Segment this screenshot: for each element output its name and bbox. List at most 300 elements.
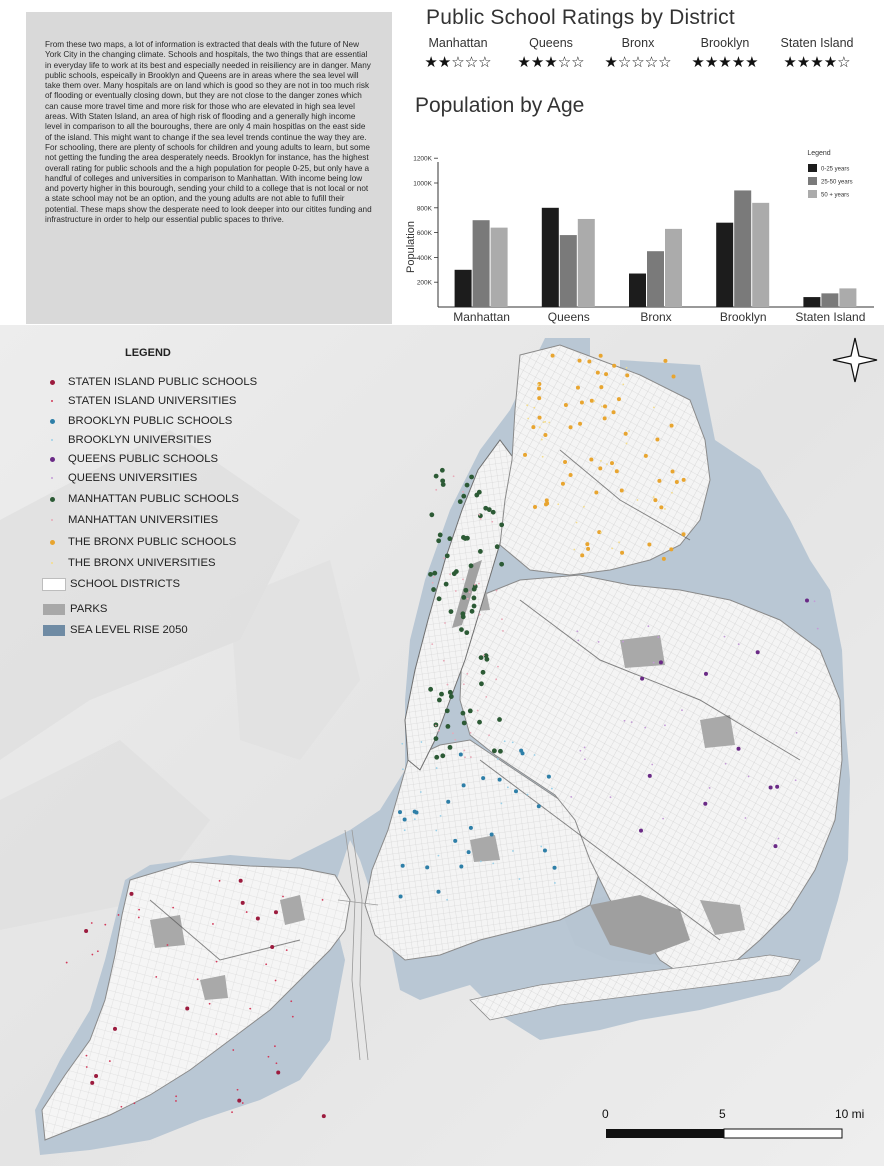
star-filled-icon: ★ — [718, 53, 732, 71]
scale-label-0: 0 — [602, 1107, 609, 1121]
school-marker — [603, 404, 607, 408]
bar — [473, 220, 490, 307]
school-marker — [445, 553, 450, 558]
y-tick-label: 600K — [416, 230, 432, 238]
school-marker — [498, 778, 502, 782]
school-marker — [414, 818, 416, 820]
school-marker — [580, 553, 584, 557]
school-marker — [612, 364, 616, 368]
school-marker — [682, 478, 686, 482]
school-marker — [545, 498, 549, 502]
school-marker — [773, 844, 777, 848]
school-marker — [563, 460, 567, 464]
school-marker — [569, 425, 573, 429]
map-legend-item — [39, 451, 218, 467]
school-marker — [669, 547, 673, 551]
school-marker — [461, 494, 466, 499]
map-legend-item — [41, 622, 188, 638]
school-marker — [527, 794, 529, 796]
school-marker — [460, 611, 465, 616]
school-marker — [90, 1081, 94, 1085]
school-marker — [724, 636, 726, 638]
school-marker — [86, 1055, 88, 1057]
school-marker — [653, 662, 655, 664]
school-marker — [537, 386, 541, 390]
bar — [734, 190, 751, 307]
school-marker — [432, 582, 434, 584]
school-marker — [479, 681, 484, 686]
map-legend-item — [39, 432, 212, 448]
outline-box-icon — [42, 578, 66, 591]
school-marker — [470, 756, 472, 758]
school-marker — [420, 791, 422, 793]
school-marker — [404, 829, 406, 831]
school-marker — [671, 470, 675, 474]
map-legend-label: PARKS — [70, 603, 108, 615]
school-marker — [748, 776, 750, 778]
school-marker — [554, 882, 556, 884]
school-marker — [531, 425, 535, 429]
school-marker — [480, 518, 482, 520]
school-marker — [478, 549, 483, 554]
map-legend-label: MANHATTAN UNIVERSITIES — [68, 514, 219, 526]
school-marker — [66, 962, 68, 964]
star-filled-icon: ★ — [544, 53, 558, 71]
school-marker — [538, 384, 540, 386]
school-marker — [120, 1106, 122, 1108]
school-marker — [479, 655, 484, 660]
school-marker — [586, 547, 590, 551]
school-marker — [501, 618, 503, 620]
school-marker — [420, 741, 422, 743]
school-marker — [436, 538, 441, 543]
school-marker — [268, 1056, 270, 1058]
district-name: Bronx — [621, 36, 655, 50]
school-marker — [756, 650, 760, 654]
star-rating — [767, 53, 867, 71]
school-marker — [231, 1111, 233, 1113]
chart-legend-swatch — [808, 177, 817, 185]
school-marker — [469, 591, 471, 593]
school-marker — [618, 541, 620, 543]
map-legend-item — [39, 491, 239, 507]
school-marker — [725, 763, 727, 765]
school-marker — [499, 562, 504, 567]
ratings-title: Public School Ratings by District — [426, 6, 735, 29]
map-legend-label: STATEN ISLAND UNIVERSITIES — [68, 395, 237, 407]
school-marker — [540, 846, 542, 848]
school-marker — [497, 758, 499, 760]
school-marker — [481, 670, 486, 675]
school-marker — [681, 709, 683, 711]
school-marker — [434, 474, 439, 479]
school-marker — [440, 815, 442, 817]
school-marker — [657, 636, 659, 638]
school-marker — [447, 536, 452, 541]
school-marker — [590, 399, 594, 403]
school-marker — [472, 596, 477, 601]
school-marker — [449, 573, 451, 575]
school-marker — [500, 803, 502, 805]
bar — [665, 229, 682, 307]
star-filled-icon: ★ — [796, 53, 811, 71]
school-marker — [470, 732, 472, 734]
school-marker — [514, 789, 518, 793]
map-legend-item — [39, 413, 232, 429]
school-marker — [672, 374, 676, 378]
school-marker — [653, 498, 657, 502]
school-marker — [606, 463, 608, 465]
school-marker — [459, 752, 463, 756]
school-marker — [219, 880, 221, 882]
school-marker — [452, 732, 454, 734]
school-marker — [499, 522, 504, 527]
school-marker — [610, 461, 614, 465]
bar — [491, 228, 508, 307]
school-marker — [542, 456, 544, 458]
school-marker — [468, 709, 473, 714]
star-filled-icon: ★ — [731, 53, 746, 71]
school-marker — [479, 514, 481, 516]
school-marker — [474, 493, 479, 498]
school-marker — [242, 1102, 244, 1104]
school-marker — [497, 666, 499, 668]
school-marker — [543, 433, 547, 437]
school-marker — [463, 536, 468, 541]
school-marker — [594, 490, 598, 494]
small-dot-icon — [51, 519, 53, 521]
school-marker — [398, 810, 402, 814]
school-marker — [453, 839, 457, 843]
school-marker — [175, 1095, 177, 1097]
school-marker — [584, 758, 586, 760]
school-marker — [437, 698, 442, 703]
school-marker — [436, 890, 440, 894]
chart-legend-title: Legend — [807, 150, 831, 157]
large-dot-icon — [50, 497, 55, 502]
x-tick-label: Brooklyn — [719, 310, 767, 324]
school-marker — [796, 732, 798, 734]
star-filled-icon: ★ — [604, 53, 618, 71]
school-marker — [670, 424, 674, 428]
legend-symbol — [39, 497, 65, 502]
school-marker — [438, 533, 443, 538]
star-filled-icon: ★ — [745, 53, 759, 71]
school-marker — [662, 557, 666, 561]
school-marker — [483, 654, 485, 656]
x-tick-label: Manhattan — [453, 310, 510, 324]
map-legend-item — [39, 393, 236, 409]
population-bar-chart — [398, 142, 878, 327]
scale-label-5: 5 — [719, 1107, 726, 1121]
school-marker — [653, 406, 655, 408]
school-marker — [480, 860, 482, 862]
school-marker — [438, 730, 440, 732]
school-marker — [576, 630, 578, 632]
school-marker — [467, 598, 469, 600]
school-marker — [585, 542, 589, 546]
school-marker — [598, 466, 602, 470]
school-marker — [521, 751, 525, 755]
filled-box-icon — [43, 625, 65, 636]
legend-symbol — [39, 562, 65, 564]
school-marker — [519, 878, 521, 880]
district-name: Brooklyn — [700, 36, 750, 50]
school-marker — [599, 354, 603, 358]
school-marker — [610, 796, 612, 798]
star-filled-icon: ★ — [691, 53, 705, 71]
legend-symbol — [41, 578, 67, 591]
school-marker — [589, 458, 593, 462]
school-marker — [425, 865, 429, 869]
school-marker — [492, 748, 497, 753]
chart-legend-swatch — [808, 190, 817, 198]
school-marker — [599, 385, 603, 389]
bar — [821, 293, 838, 307]
school-marker — [461, 595, 466, 600]
school-marker — [167, 944, 169, 946]
school-marker — [453, 475, 455, 477]
school-marker — [496, 590, 498, 592]
y-tick-label: 200K — [416, 279, 432, 287]
school-marker — [449, 609, 454, 614]
school-marker — [467, 850, 471, 854]
school-marker — [577, 639, 579, 641]
y-tick-label: 1200K — [413, 155, 432, 163]
school-marker — [622, 383, 624, 385]
school-marker — [401, 743, 403, 745]
legend-symbol — [39, 380, 65, 385]
school-marker — [435, 489, 437, 491]
school-marker — [541, 439, 543, 441]
star-filled-icon: ★ — [530, 53, 545, 71]
star-filled-icon: ★ — [704, 53, 719, 71]
school-marker — [551, 354, 555, 358]
bar — [542, 208, 559, 307]
school-marker — [523, 453, 527, 457]
school-marker — [138, 917, 140, 919]
school-marker — [769, 786, 773, 790]
school-marker — [659, 660, 663, 664]
school-marker — [463, 588, 468, 593]
school-marker — [805, 598, 809, 602]
school-marker — [637, 499, 639, 501]
school-marker — [495, 678, 497, 680]
school-marker — [631, 721, 633, 723]
small-dot-icon — [51, 439, 53, 441]
school-marker — [504, 740, 506, 742]
school-marker — [551, 788, 553, 790]
school-marker — [593, 400, 595, 402]
school-marker — [155, 976, 157, 978]
school-marker — [464, 630, 469, 635]
school-marker — [461, 711, 466, 716]
school-marker — [640, 677, 644, 681]
school-marker — [664, 724, 666, 726]
school-marker — [569, 473, 573, 477]
star-rating — [501, 53, 601, 71]
school-marker — [462, 783, 466, 787]
school-marker — [553, 866, 557, 870]
star-empty-icon: ☆ — [631, 53, 645, 71]
school-marker — [444, 582, 449, 587]
map-legend-item — [41, 576, 180, 592]
school-marker — [507, 786, 509, 788]
school-marker — [443, 557, 445, 559]
school-marker — [239, 879, 243, 883]
school-marker — [434, 755, 439, 760]
school-marker — [671, 492, 673, 494]
school-marker — [655, 437, 659, 441]
star-filled-icon: ★ — [437, 53, 452, 71]
school-marker — [282, 896, 284, 898]
school-marker — [428, 572, 433, 577]
legend-symbol — [39, 419, 65, 424]
school-marker — [600, 532, 602, 534]
school-marker — [596, 371, 600, 375]
x-tick-label: Staten Island — [795, 310, 866, 324]
school-marker — [533, 505, 537, 509]
school-marker — [84, 929, 88, 933]
school-marker — [479, 614, 481, 616]
chart-legend-label: 50 + years — [821, 192, 850, 199]
large-dot-icon — [50, 419, 55, 424]
school-marker — [209, 1003, 211, 1005]
small-dot-icon — [51, 562, 53, 564]
school-marker — [449, 694, 454, 699]
school-marker — [534, 754, 536, 756]
school-marker — [472, 604, 477, 609]
school-marker — [651, 764, 653, 766]
school-marker — [647, 543, 651, 547]
school-marker — [512, 741, 514, 743]
star-empty-icon: ☆ — [451, 53, 465, 71]
school-marker — [138, 909, 140, 911]
star-empty-icon: ☆ — [478, 53, 492, 71]
star-filled-icon: ★ — [517, 53, 531, 71]
school-marker — [290, 1000, 292, 1002]
school-marker — [601, 406, 603, 408]
school-marker — [704, 672, 708, 676]
school-marker — [543, 421, 545, 423]
school-marker — [452, 571, 457, 576]
scale-bar — [606, 1129, 842, 1138]
school-marker — [564, 403, 568, 407]
school-marker — [644, 727, 646, 729]
description-panel — [26, 12, 392, 324]
school-marker — [598, 641, 600, 643]
bar — [803, 297, 820, 307]
school-marker — [653, 496, 655, 498]
school-marker — [91, 922, 93, 924]
school-marker — [561, 482, 565, 486]
map-legend-item — [39, 374, 257, 390]
school-marker — [437, 596, 442, 601]
school-marker — [512, 850, 514, 852]
star-rating — [588, 53, 688, 71]
school-marker — [626, 367, 628, 369]
school-marker — [533, 407, 535, 409]
bar — [629, 274, 646, 307]
school-marker — [612, 410, 616, 414]
star-empty-icon: ☆ — [571, 53, 585, 71]
school-marker — [443, 660, 445, 662]
school-marker — [446, 800, 450, 804]
school-marker — [292, 1016, 294, 1018]
school-marker — [481, 776, 485, 780]
chart-legend-label: 0-25 years — [821, 166, 850, 173]
school-marker — [570, 796, 572, 798]
legend-symbol — [39, 457, 65, 462]
star-empty-icon: ☆ — [644, 53, 659, 71]
school-marker — [703, 802, 707, 806]
school-marker — [626, 443, 628, 445]
school-marker — [477, 710, 479, 712]
school-marker — [648, 774, 652, 778]
school-marker — [246, 911, 248, 913]
school-marker — [490, 832, 494, 836]
school-marker — [446, 899, 448, 901]
school-marker — [445, 708, 450, 713]
y-axis-label: Population — [405, 221, 417, 273]
school-marker — [617, 397, 621, 401]
school-marker — [583, 506, 585, 508]
school-marker — [538, 416, 542, 420]
school-marker — [647, 625, 649, 627]
school-marker — [445, 724, 450, 729]
large-dot-icon — [50, 457, 55, 462]
school-marker — [620, 488, 624, 492]
star-empty-icon: ☆ — [617, 53, 632, 71]
star-filled-icon: ★ — [783, 53, 797, 71]
school-marker — [232, 1049, 234, 1051]
school-marker — [622, 641, 624, 643]
school-marker — [639, 829, 643, 833]
map-legend-label: SCHOOL DISTRICTS — [70, 578, 181, 590]
school-marker — [118, 914, 120, 916]
school-marker — [464, 756, 466, 758]
school-marker — [94, 1074, 98, 1078]
school-marker — [470, 609, 475, 614]
school-marker — [539, 426, 541, 428]
school-marker — [185, 1007, 189, 1011]
school-marker — [216, 961, 218, 963]
school-marker — [469, 563, 474, 568]
chart-title: Population by Age — [415, 94, 585, 117]
school-marker — [576, 386, 580, 390]
school-marker — [249, 1008, 251, 1010]
x-tick-label: Queens — [547, 310, 590, 324]
school-marker — [587, 360, 591, 364]
large-dot-icon — [50, 540, 55, 545]
school-marker — [448, 690, 453, 695]
school-marker — [502, 630, 504, 632]
school-marker — [447, 684, 449, 686]
school-marker — [459, 865, 463, 869]
school-marker — [778, 838, 780, 840]
school-marker — [462, 721, 467, 726]
school-marker — [113, 1027, 117, 1031]
school-marker — [573, 549, 575, 551]
school-marker — [403, 818, 407, 822]
school-marker — [444, 622, 446, 624]
school-marker — [433, 576, 435, 578]
y-tick-label: 1000K — [413, 180, 432, 188]
y-tick-label: 800K — [416, 205, 432, 213]
school-marker — [547, 775, 551, 779]
school-marker — [237, 1099, 241, 1103]
school-marker — [548, 422, 550, 424]
